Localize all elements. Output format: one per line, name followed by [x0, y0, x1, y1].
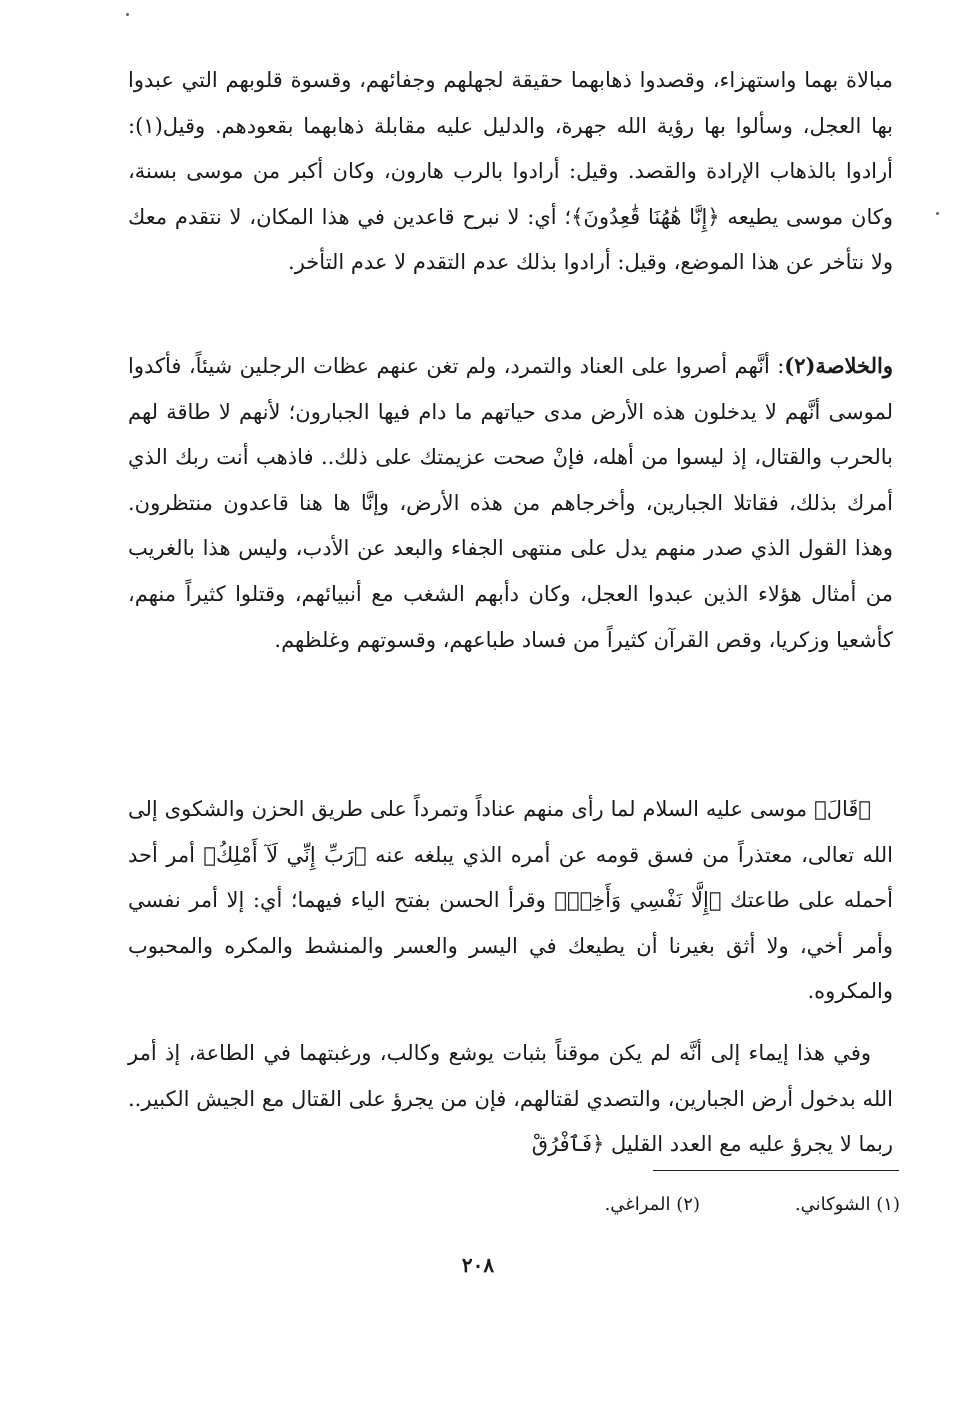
margin-speck [936, 212, 939, 215]
paragraph-2-body [128, 343, 893, 663]
footnote-1: (١) الشوكاني. [794, 1194, 900, 1215]
footnote-2: (٢) المراغي. [604, 1194, 700, 1215]
paragraph-1 [128, 58, 893, 286]
paragraph-3-body [128, 787, 893, 1015]
paragraph-4-body [128, 1031, 893, 1168]
paragraph-3 [128, 787, 893, 1015]
paragraph-2-text: : أنَّهم أصروا على العناد والتمرد، ولم تغن عنهم عظات الرجلين شيئاً، فأكدوا لموسى أنَّهم لا يدخلون هذه الأرض مدى حياتهم ما دام فيها الجبارون؛ لأنهم لا طاقة لهم بالحرب والقتال، إذ ليسوا من أهله، فإنْ صحت عزيمتك على ذلك.. فاذهب أنت ربك الذي أمرك بذلك، فقاتلا الجبارين، وأخرجاهم من هذه الأرض، وإنَّا ها هنا قاعدون منتظرون. وهذا القول الذي صدر منهم يدل على منتهى الجفاء والبعد عن الأدب، وليس هذا بالغريب من أمثال هؤلاء الذين عبدوا العجل، وكان دأبهم الشغب مع أنبيائهم، وقتلوا كثيراً منهم، كأشعيا وزكريا، وقص القرآن كثيراً من فساد طباعهم، وقسوتهم وغلظهم. [128, 354, 893, 652]
paragraph-4-text: وفي هذا إيماء إلى أنَّه لم يكن موقناً بثبات يوشع وكالب، ورغبتهما في الطاعة، إذ أمر الله بدخول أرض الجبارين، والتصدي لقتالهم، فإن من يجرؤ على القتال مع الجيش الكبير.. ربما لا يجرؤ عليه مع العدد القليل ﴿فَٱفْرُقْ [128, 1041, 893, 1157]
paragraph-4 [128, 1031, 893, 1168]
paragraph-2 [128, 343, 893, 663]
summary-heading: والخلاصة(٢) [784, 353, 893, 378]
paragraph-3-text: ﴿قَالَ﴾ موسى عليه السلام لما رأى منهم عناداً وتمرداً على طريق الحزن والشكوى إلى الله تعالى، معتذراً من فسق قومه عن أمره الذي يبلغه عنه ﴿رَبِّ إِنِّي لَآ أَمْلِكُ﴾ أمر أحد أحمله على طاعتك ﴿إِلَّا نَفْسِي وَأَخِيۖ﴾ وقرأ الحسن بفتح الياء فيهما؛ أي: إلا أمر نفسي وأمر أخي، ولا أثق بغيرنا أن يطيعك في اليسر والعسر والمنشط والمكره والمحبوب والمكروه. [128, 797, 893, 1004]
footnote-divider [653, 1170, 899, 1171]
page-number: ٢٠٨ [461, 1253, 495, 1277]
paragraph-1-text: مبالاة بهما واستهزاء، وقصدوا ذهابهما حقيقة لجهلهم وجفائهم، وقسوة قلوبهم التي عبدوا بها العجل، وسألوا بها رؤية الله جهرة، والدليل عليه مقابلة ذهابهما بقعودهم. وقيل(١): أرادوا بالذهاب الإرادة والقصد. وقيل: أرادوا بالرب هارون، وكان أكبر من موسى بسنة، وكان موسى يطيعه ﴿إِنَّا هَٰهُنَا قَٰعِدُونَ﴾؛ أي: لا نبرح قاعدين في هذا المكان، لا نتقدم معك ولا نتأخر عن هذا الموضع، وقيل: أرادوا بذلك عدم التقدم لا عدم التأخر. [128, 68, 893, 275]
margin-speck [126, 13, 129, 16]
